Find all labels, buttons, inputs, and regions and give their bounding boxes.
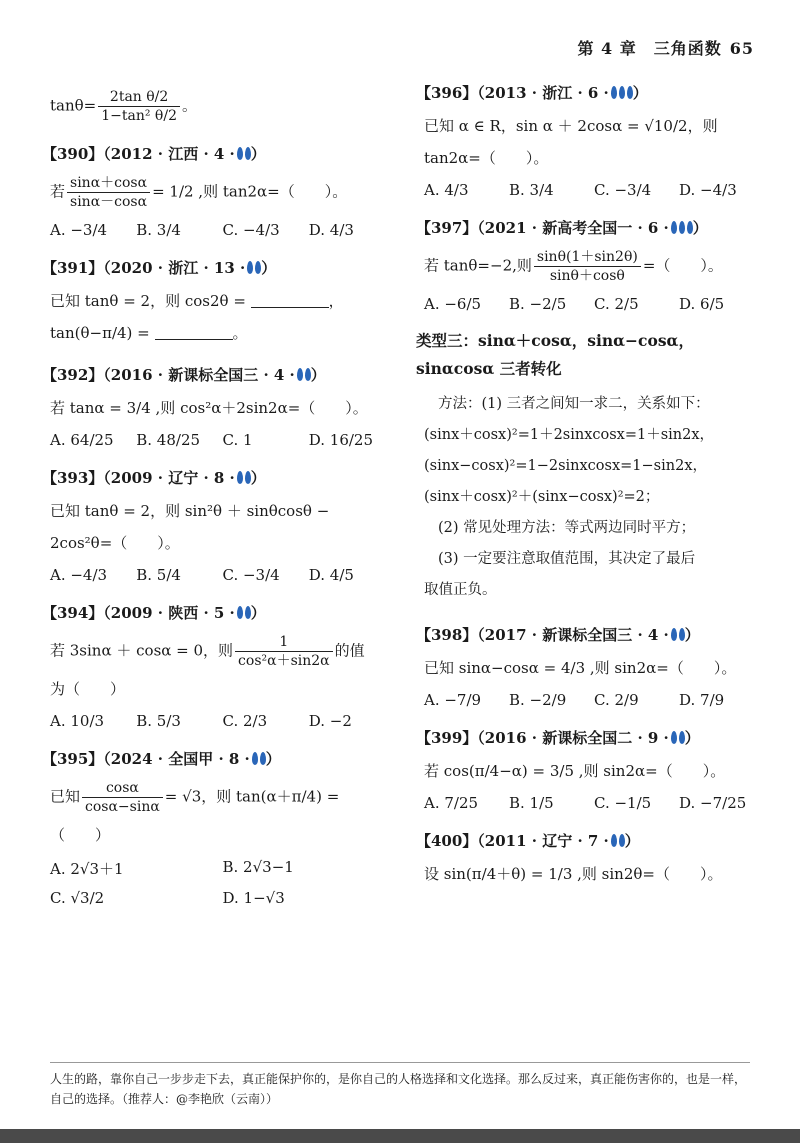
problem-399-stem: 若 cos(π/4−α) = 3/5 ,则 sin2α=（ ）。 xyxy=(424,762,726,780)
problem-396-options: A. 4/3 B. 3/4 C. −3/4 D. −4/3 xyxy=(424,181,737,199)
problem-397-stem: 若 tanθ=−2,则 $\frac{\sin\theta(1+\sin 2\theta)}{\sin\theta+\cos\theta}$ =（ ）。 xyxy=(424,249,723,284)
problem-390-header: 【390】（2012 · 江西 · 4 · ） xyxy=(42,145,266,163)
chili-icon xyxy=(297,368,303,381)
problem-393-options: A. −4/3 B. 5/4 C. −3/4 D. 4/5 xyxy=(50,566,354,584)
bottom-strip xyxy=(0,1129,800,1143)
type-three-title: 类型三：sinα＋cosα，sinα−cosα，sinαcosα 三者转化 xyxy=(416,331,694,378)
problem-396-header: 【396】（2013 · 浙江 · 6 · ） xyxy=(416,84,648,102)
problem-392-stem: 若 tanα = 3/4 ,则 cos²α＋2sin2α=（ ）。 xyxy=(50,399,368,417)
chili-icon xyxy=(619,86,625,99)
problem-390-stem: 若 $\frac{\sin\alpha+\cos\alpha}{\sin\alpha-\cos\alpha}$ = 1/2 ,则 tan2α=（ ）。 xyxy=(50,175,348,210)
problem-395-header: 【395】（2024 · 全国甲 · 8 · ） xyxy=(42,750,281,768)
chili-icon xyxy=(679,731,685,744)
right-column xyxy=(416,72,764,893)
chili-icon xyxy=(247,261,253,274)
page-number: 65 xyxy=(729,39,754,58)
chili-icon xyxy=(627,86,633,99)
answer-blank xyxy=(155,339,233,340)
chili-icon xyxy=(260,752,266,765)
problem-393-header: 【393】（2009 · 辽宁 · 8 · ） xyxy=(42,469,266,487)
chili-icon xyxy=(252,752,258,765)
type-three-method: 方法：(1) 三者之间知一求二，关系如下： (sinx＋cosx)²=1＋2sinxcosx=1＋sin2x， (sinx−cosx)²=1−2sinxcosx=1−sin2x， (sinx＋cosx)²＋(sinx−cosx)²=2； (2) 常见处理方法：等式两边同时平方； (3) 一定要注意取值范围，其决定了最后 取值正负。 xyxy=(424,396,715,598)
chili-icon xyxy=(305,368,311,381)
problem-391-header: 【391】（2020 · 浙江 · 13 · ） xyxy=(42,259,277,277)
chili-icon xyxy=(255,261,261,274)
problem-400-stem: 设 sin(π/4＋θ) = 1/3 ,则 sin2θ=（ ）。 xyxy=(424,865,723,883)
left-column xyxy=(42,80,395,917)
chili-icon xyxy=(671,731,677,744)
chili-icon xyxy=(611,834,617,847)
problem-395-options-row1: A. 2√3＋1 B. 2√3−1 xyxy=(50,858,294,878)
chili-icon xyxy=(237,606,243,619)
chili-icon xyxy=(687,221,693,234)
chili-icon xyxy=(245,147,251,160)
problem-398-options: A. −7/9 B. −2/9 C. 2/9 D. 7/9 xyxy=(424,691,725,709)
problem-392-options: A. 64/25 B. 48/25 C. 1 D. 16/25 xyxy=(50,431,374,449)
problem-394-options: A. 10/3 B. 5/3 C. 2/3 D. −2 xyxy=(50,712,352,730)
answer-blank xyxy=(251,307,329,308)
chili-icon xyxy=(611,86,617,99)
intro-formula: tanθ= $\frac{\text{2tan θ/2}}{\text{1−tan² θ/2}}$ 。 xyxy=(50,89,197,124)
problem-393-line2: 2cos²θ=（ ）。 xyxy=(50,534,180,552)
chili-icon xyxy=(619,834,625,847)
chili-icon xyxy=(245,471,251,484)
problem-394-line1: 若 3sinα ＋ cosα = 0，则 $\frac{1}{\text{cos²α＋sin2α}}$ 的值 xyxy=(50,634,365,669)
chili-icon xyxy=(671,221,677,234)
problem-400-header: 【400】（2011 · 辽宁 · 7 · ） xyxy=(416,832,640,850)
chili-icon xyxy=(671,628,677,641)
problem-395-line2: （ ） xyxy=(50,826,111,844)
chili-icon xyxy=(237,147,243,160)
chili-icon xyxy=(679,628,685,641)
chapter-title: 第 4 章 三角函数 xyxy=(577,39,722,58)
problem-390-options: A. −3/4 B. 3/4 C. −4/3 D. 4/3 xyxy=(50,221,354,239)
chili-icon xyxy=(245,606,251,619)
problem-398-header: 【398】（2017 · 新课标全国三 · 4 · ） xyxy=(416,626,700,644)
problem-396-line1: 已知 α ∈ R，sin α ＋ 2cosα = √10/2，则 xyxy=(424,117,718,135)
problem-397-header: 【397】（2021 · 新高考全国一 · 6 · ） xyxy=(416,219,708,237)
problem-398-stem: 已知 sinα−cosα = 4/3 ,则 sin2α=（ ）。 xyxy=(424,659,737,677)
problem-399-options: A. 7/25 B. 1/5 C. −1/5 D. −7/25 xyxy=(424,794,747,812)
page-header xyxy=(577,36,754,59)
chili-icon xyxy=(679,221,685,234)
problem-394-header: 【394】（2009 · 陕西 · 5 · ） xyxy=(42,604,266,622)
problem-391-line2: tan(θ−π/4) = 。 xyxy=(50,324,248,342)
problem-395-options-row2: C. √3/2 D. 1−√3 xyxy=(50,889,285,907)
problem-396-line2: tan2α=（ ）。 xyxy=(424,149,549,167)
problem-392-header: 【392】（2016 · 新课标全国三 · 4 · ） xyxy=(42,366,326,384)
problem-395-line1: 已知 $\frac{\cos\alpha}{\cos\alpha-\sin\alpha}$ = √3，则 tan(α＋π/4) = xyxy=(50,780,340,815)
problem-399-header: 【399】（2016 · 新课标全国二 · 9 · ） xyxy=(416,729,700,747)
chili-icon xyxy=(237,471,243,484)
problem-393-line1: 已知 tanθ = 2，则 sin²θ ＋ sinθcosθ − xyxy=(50,502,330,520)
problem-391-line1: 已知 tanθ = 2，则 cos2θ = ， xyxy=(50,292,344,310)
footer-quote: 人生的路，靠你自己一步步走下去，真正能保护你的，是你自己的人格选择和文化选择。那么反过来，真正能伤害你的，也是一样，自己的选择。（推荐人：@李艳欣（云南）） xyxy=(50,1062,750,1109)
problem-394-line2: 为（ ） xyxy=(50,680,126,698)
problem-397-options: A. −6/5 B. −2/5 C. 2/5 D. 6/5 xyxy=(424,295,725,313)
